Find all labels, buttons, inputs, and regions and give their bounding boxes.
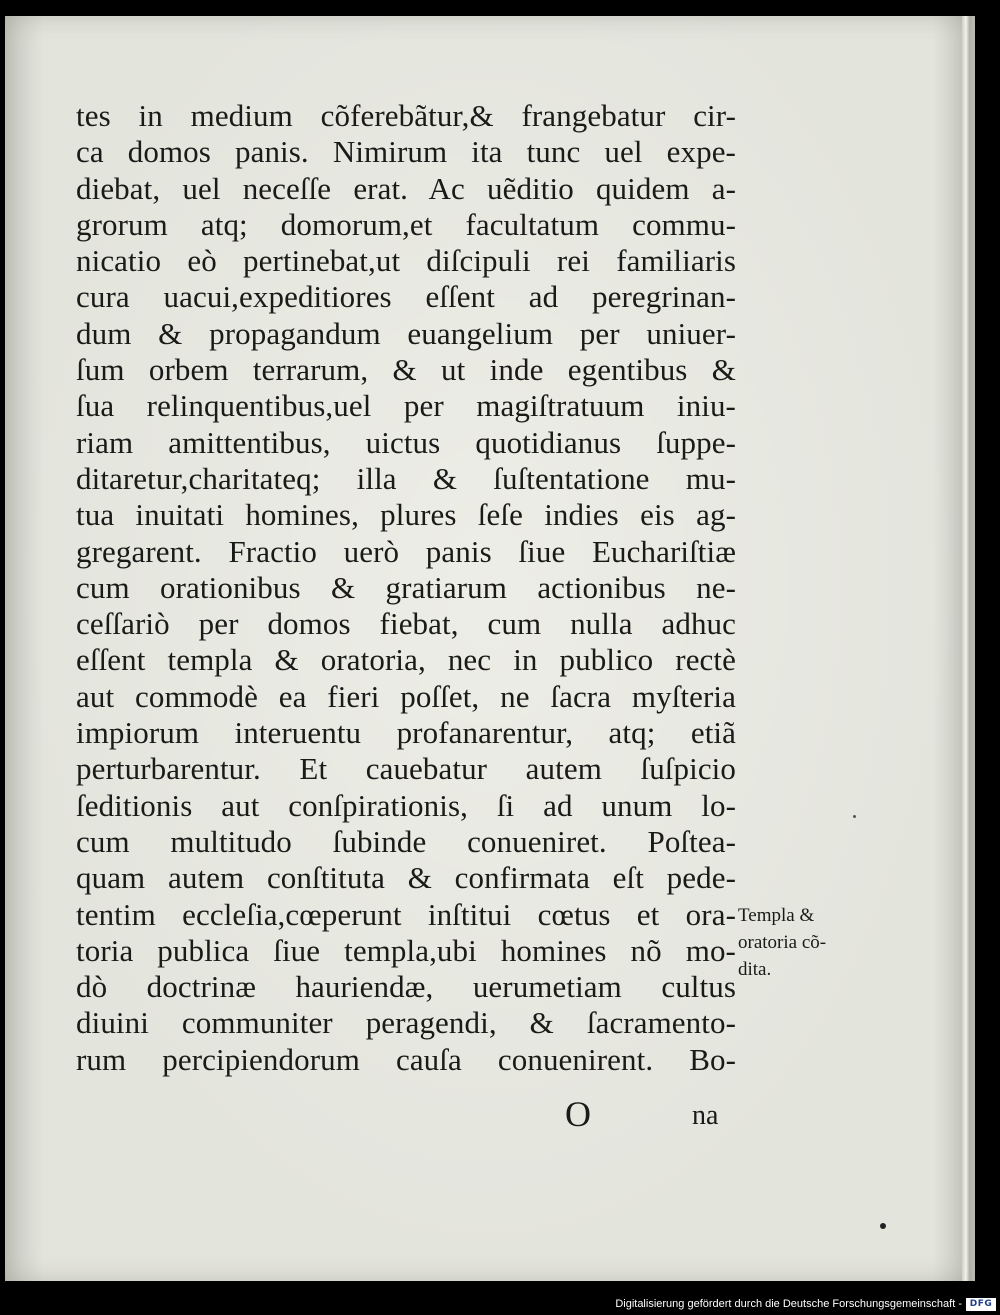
text-line: aut commodè ea fieri poſſet, ne ſacra myſteria	[76, 678, 736, 714]
marginal-note-line: dita.	[738, 959, 772, 980]
text-line: tes in medium cõferebãtur,& frangebatur cir-	[76, 98, 736, 133]
credit-text: Digitalisierung gefördert durch die Deutsche Forschungsgemeinschaft -	[615, 1298, 962, 1310]
text-line: dum & propagandum euangelium per uniuer-	[76, 315, 736, 351]
text-line: toria publica ſiue templa,ubi homines nõ mo-	[76, 932, 736, 968]
text-line: ſeditionis aut conſpirationis, ſi ad unum lo-	[76, 787, 736, 823]
page-edge	[962, 16, 970, 1281]
text-line: gregarent. Fractio uerò panis ſiue Euchariſtiæ	[76, 533, 736, 569]
dfg-logo-icon: DFG	[966, 1298, 996, 1311]
text-line: cum orationibus & gratiarum actionibus ne-	[76, 569, 736, 605]
text-line: cum multitudo ſubinde conueniret. Poſtea-	[76, 823, 736, 859]
text-line: dò doctrinæ hauriendæ, uerumetiam cultus	[76, 969, 736, 1005]
text-line: diuini communiter peragendi, & ſacramento-	[76, 1005, 736, 1041]
ink-speck	[853, 815, 856, 818]
text-line: perturbarentur. Et cauebatur autem ſuſpicio	[76, 751, 736, 787]
text-line: grorum atq; domorum,et facultatum commu-	[76, 206, 736, 242]
text-line: ſua relinquentibus,uel per magiſtratuum iniu-	[76, 388, 736, 424]
text-line: riam amittentibus, uictus quotidianus ſuppe-	[76, 424, 736, 460]
footer-credit	[615, 1296, 996, 1312]
marginal-note	[738, 902, 868, 983]
catchword: na	[692, 1100, 719, 1131]
ink-speck	[880, 1223, 886, 1229]
marginal-note-line: oratoria cõ-	[738, 932, 827, 953]
text-line: diebat, uel neceſſe erat. Ac uẽditio quidem a-	[76, 170, 736, 206]
text-line: ditaretur,charitateq; illa & ſuſtentatione mu-	[76, 460, 736, 496]
text-line: rum percipiendorum cauſa conuenirent. Bo-	[76, 1041, 736, 1077]
body-text-block	[76, 98, 736, 1078]
text-line: cura uacui,expeditiores eſſent ad peregrinan-	[76, 279, 736, 315]
text-line: tua inuitati homines, plures ſeſe indies eis ag-	[76, 497, 736, 533]
text-line: ſum orbem terrarum, & ut inde egentibus &	[76, 352, 736, 388]
text-line: ceſſariò per domos fiebat, cum nulla adhuc	[76, 606, 736, 642]
text-line: quam autem conſtituta & confirmata eſt pede-	[76, 860, 736, 896]
signature-mark: O	[565, 1094, 591, 1134]
text-line: eſſent templa & oratoria, nec in publico rectè	[76, 642, 736, 678]
marginal-note-line: Templa &	[738, 905, 815, 926]
text-line: ca domos panis. Nimirum ita tunc uel expe-	[76, 134, 736, 170]
text-line: nicatio eò pertinebat,ut diſcipuli rei familiaris	[76, 243, 736, 279]
text-line: tentim eccleſia,cœperunt inſtitui cœtus et ora-	[76, 896, 736, 932]
text-line: impiorum interuentu profanarentur, atq; etiã	[76, 715, 736, 751]
